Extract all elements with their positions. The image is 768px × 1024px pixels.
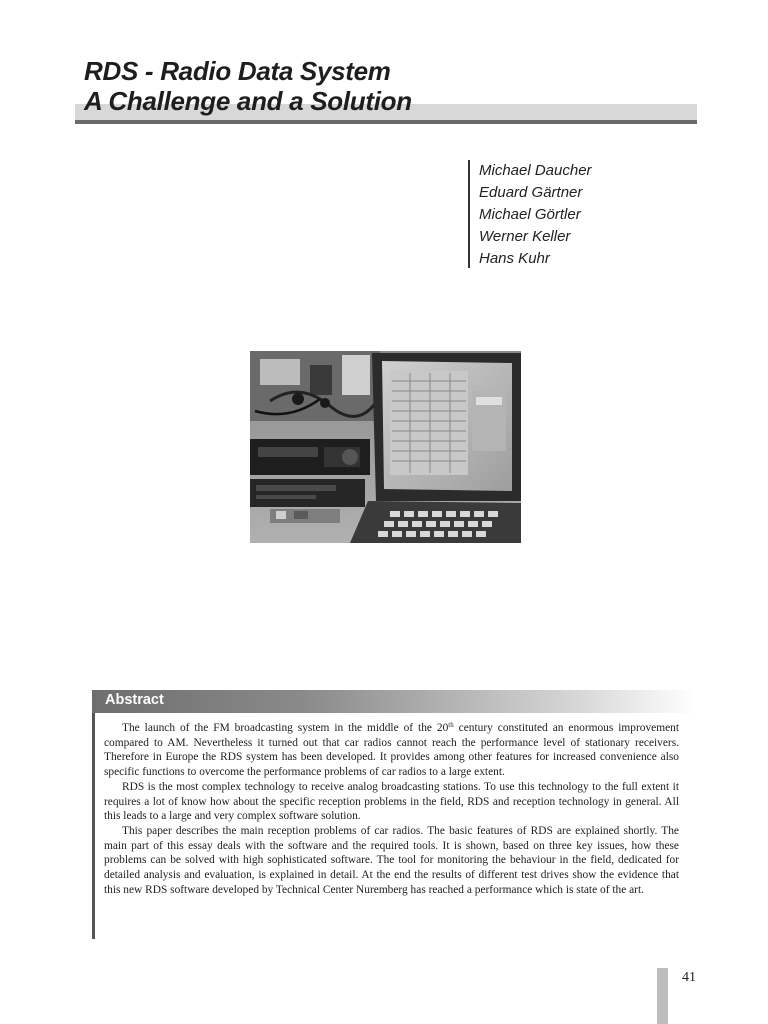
author-name: Eduard Gärtner (479, 184, 583, 201)
page-number: 41 (682, 970, 696, 985)
car-radio-laptop-photo (250, 351, 521, 543)
author-list (468, 160, 592, 268)
ordinal-superscript: th (448, 721, 454, 729)
author-name: Hans Kuhr (479, 250, 550, 267)
abstract-heading: Abstract (105, 692, 164, 708)
author-name: Michael Daucher (479, 162, 592, 179)
title-line-2: A Challenge and a Solution (84, 86, 412, 116)
page-marker-bar (657, 968, 668, 1024)
abstract-paragraph-1 (104, 721, 679, 780)
author-name: Werner Keller (479, 228, 571, 245)
abstract-body (104, 721, 679, 897)
abstract-header (92, 690, 696, 713)
author-name: Michael Görtler (479, 206, 581, 223)
abstract-paragraph-2: RDS is the most complex technology to receive analog broadcasting stations. To use this technology to the full extent it requires a lot of know how about the specific reception problems in the field, RDS and reception technology in general. All this leads to a large and very complex software solution. (104, 780, 679, 823)
paper-title (84, 56, 704, 116)
title-line-1: RDS - Radio Data System (84, 56, 391, 86)
abstract-text: century constituted an enormous improvement compared to AM. Nevertheless it turned out that car radios cannot reach the performance level of stationary receivers. Therefore in Europe the RDS system has been developed. It provides among other features for increased convenience also specific functions to overcome the performance problems of car radios to a large extent. (104, 722, 679, 779)
abstract-text: The launch of the FM broadcasting system in the middle of the 20 (122, 722, 449, 734)
abstract-paragraph-3: This paper describes the main reception problems of car radios. The basic features of RDS are explained shortly. The main part of this essay deals with the software and the required tools. It is shown, based on three key issues, how these problems can be solved with high sophisticated software. The tool for monitoring the behaviour in the field, dedicated for detailed analysis and evaluation, is explained in detail. At the end the results of different test drives show the evidence that this new RDS software developed by Technical Center Nuremberg has reached a performance which is state of the art. (104, 824, 679, 896)
photo-illustration (250, 351, 521, 543)
abstract-side-rule (92, 713, 95, 939)
